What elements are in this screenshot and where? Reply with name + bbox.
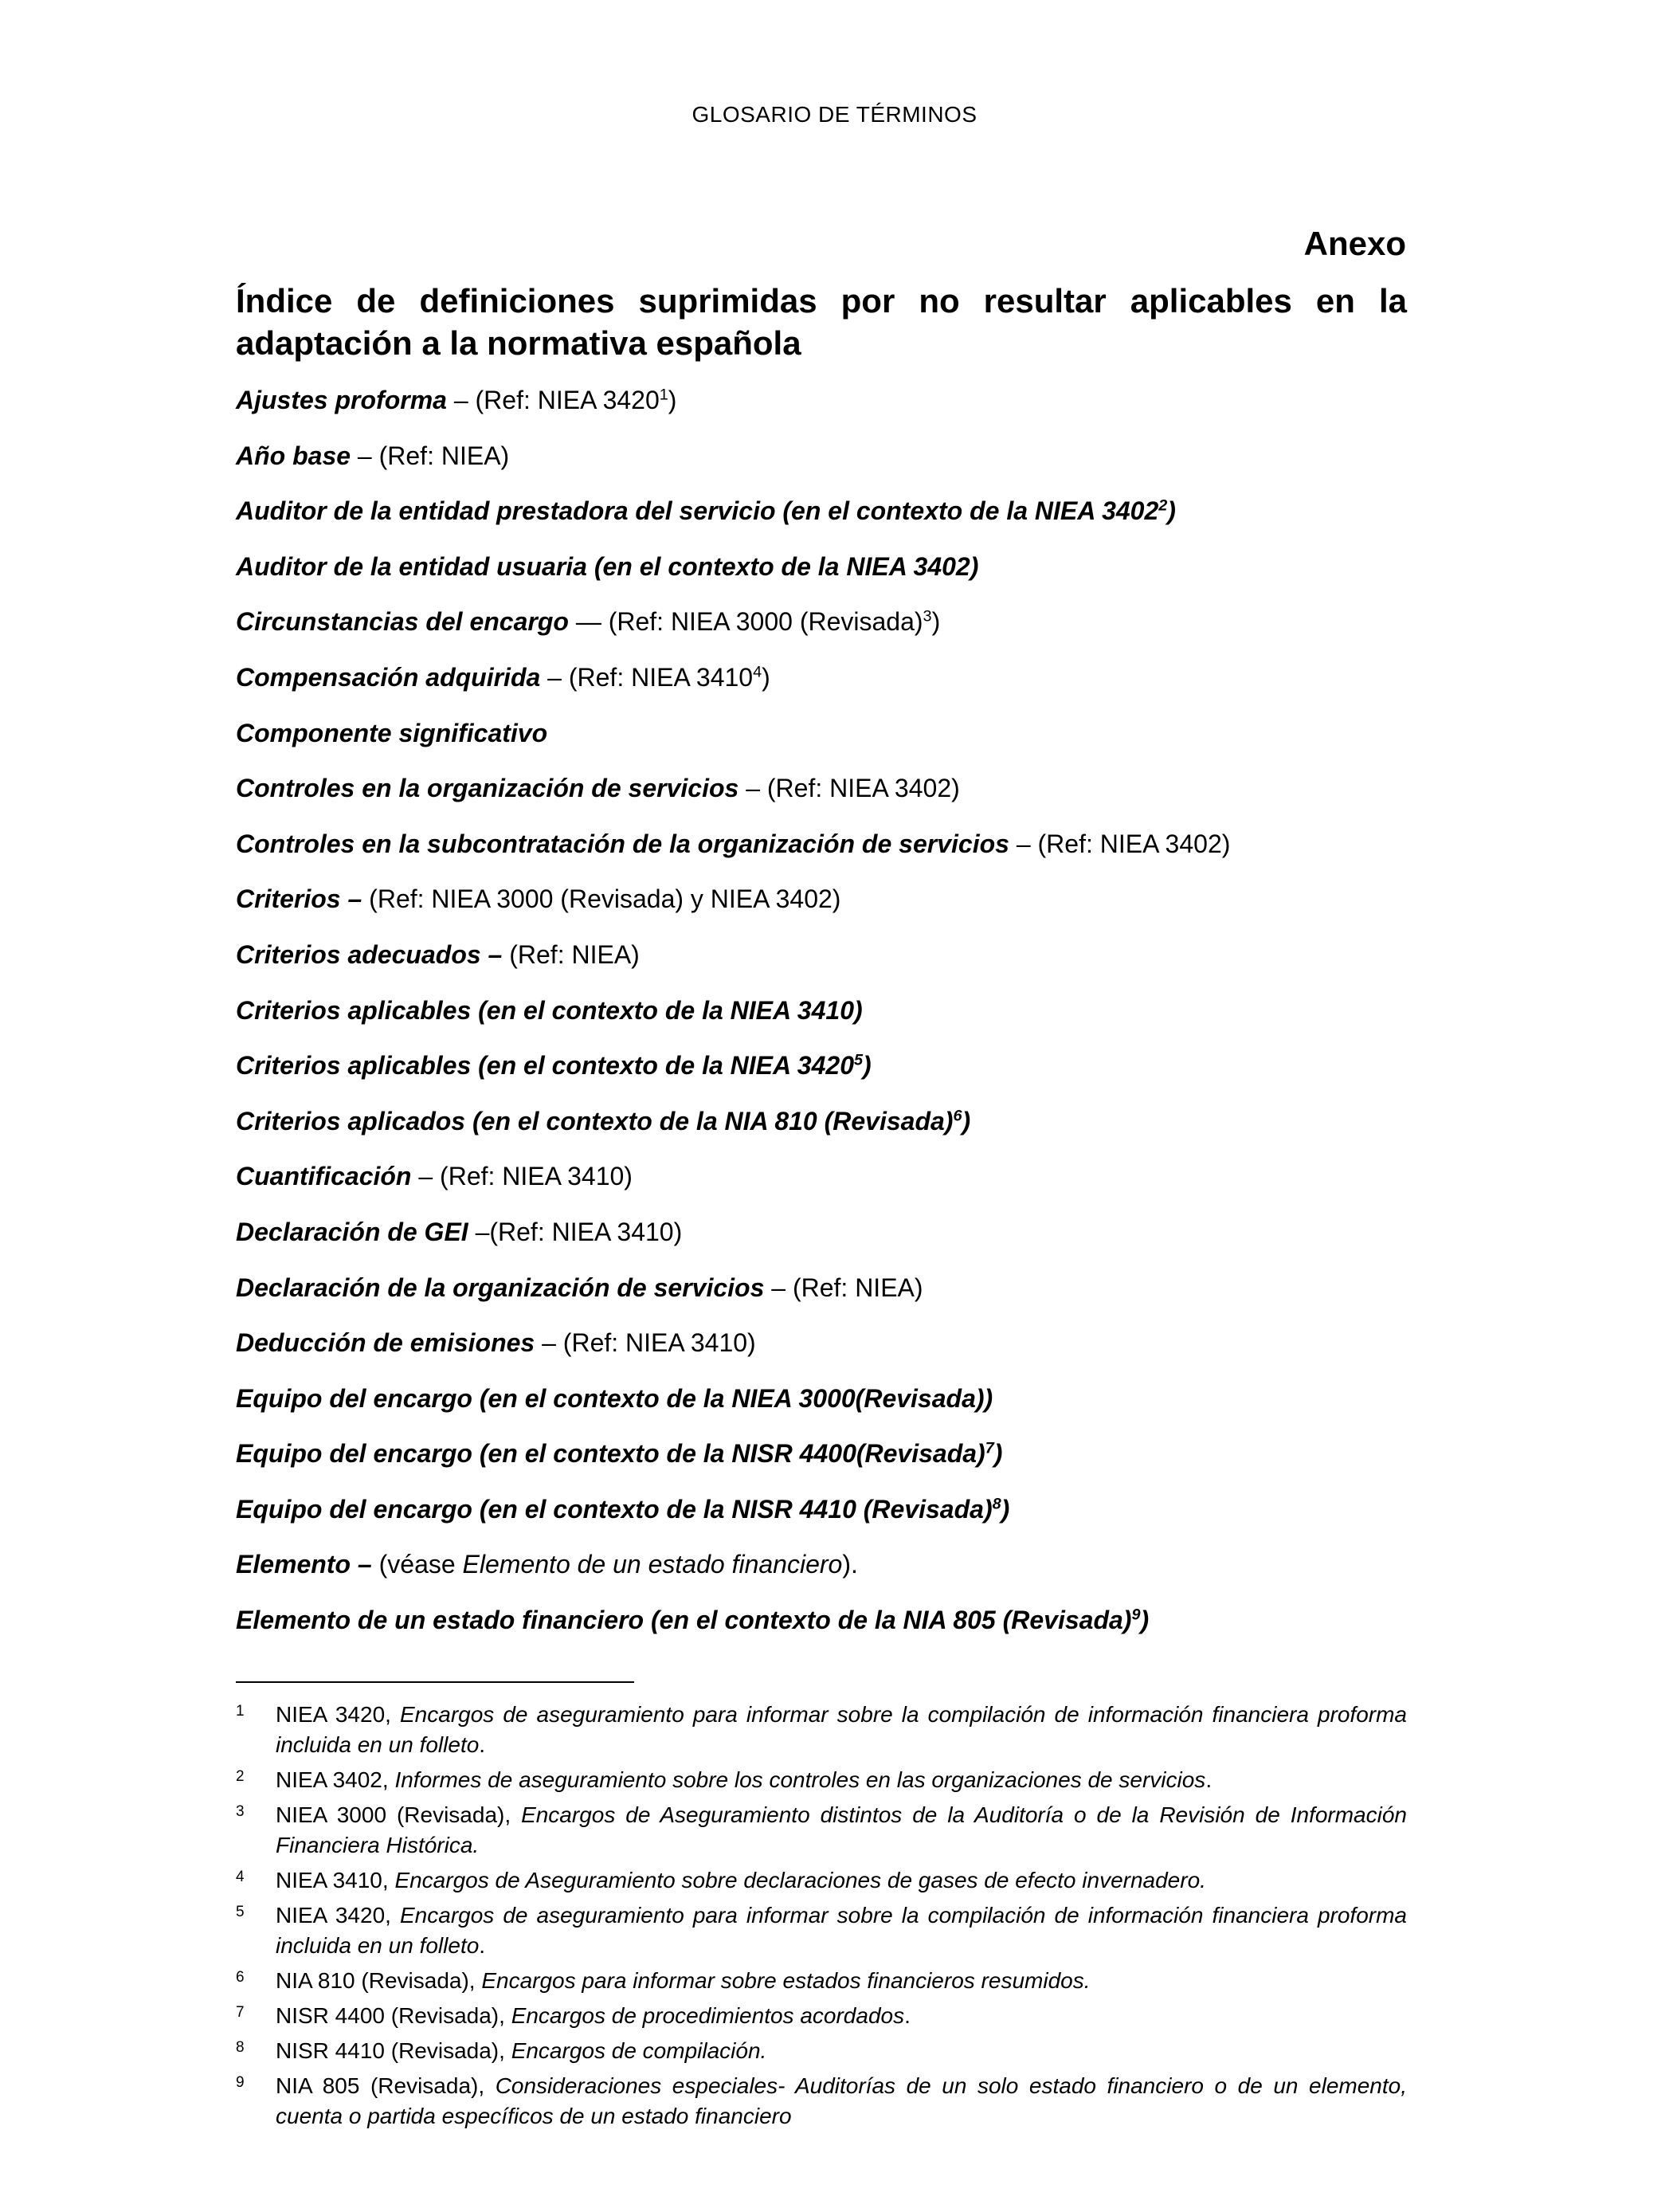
definition-term: Compensación adquirida [236,662,541,692]
footnote-ref: 6 [953,1107,962,1125]
footnote-text [276,2036,1407,2066]
section-title: Índice de definiciones suprimidas por no resultar aplicables en la adaptación a la normativa española [236,282,1407,362]
definition-entry [236,660,1415,716]
definition-term: Controles en la subcontratación de la organización de servicios [236,829,1009,858]
footnote-prefix: NISR 4410 (Revisada), [276,2038,511,2063]
footnote-text [276,1865,1407,1896]
footnotes [236,1700,1407,2136]
footnote-title: Encargos de aseguramiento para informar sobre la compilación de información financiera proforma incluida en un folleto [276,1702,1408,1757]
footnote-number: 3 [236,1803,245,1820]
annex-label: Anexo [1303,225,1406,262]
definition-reference: – (Ref: NIEA 3402) [739,774,960,803]
definition-tail: ) [931,607,941,637]
footnote-prefix: NIEA 3402, [276,1767,395,1792]
footnote-ref: 5 [853,1051,864,1069]
footnote-number: 4 [236,1869,245,1885]
definition-term: Controles en la organización de servicios [236,774,739,803]
running-header: GLOSARIO DE TÉRMINOS [691,102,978,127]
footnote-number: 5 [236,1904,245,1920]
definition-entry [236,438,1415,494]
definition-term: Criterios – [236,884,362,914]
footnote-number: 9 [236,2074,245,2091]
footnote-number: 7 [236,2004,245,2021]
footnote-ref: 8 [992,1495,1001,1513]
definition-tail: ). [842,1550,858,1579]
definition-reference: – (Ref: NIEA) [764,1273,923,1302]
definition-entry [236,881,1415,937]
footnote [236,1900,1407,1961]
definition-tail: ) [863,1051,872,1081]
footnote-text [276,1765,1407,1795]
definition-reference: – (Ref: NIEA 3410 [540,662,754,692]
footnote-title: Consideraciones especiales- Auditorías de un solo estado financiero o de un elemento, cuenta o partida específicos de un estado financiero [276,2073,1408,2128]
footnote-prefix: NIEA 3420, [276,1903,400,1928]
footnote-ref: 1 [659,386,668,404]
definition-entry [236,604,1415,660]
footnote-number: 2 [236,1768,245,1785]
definition-term: Criterios aplicables (en el contexto de la NIEA 3410) [236,995,863,1025]
definition-reference: (véase [371,1550,463,1579]
definition-entry [236,1492,1415,1547]
definition-term: Auditor de la entidad prestadora del servicio (en el contexto de la NIEA 3402 [236,496,1159,526]
footnote-number: 8 [236,2039,245,2056]
definition-term: Circunstancias del encargo [236,607,569,637]
footnote-text [276,1700,1407,1760]
definition-term: Auditor de la entidad usuaria (en el contexto de la NIEA 3402) [236,551,979,581]
footnote-text [276,1966,1407,1996]
definition-entry [236,1602,1415,1658]
definition-entry [236,1547,1415,1602]
definition-tail: ) [668,386,677,414]
definition-term: Elemento – [236,1550,372,1579]
footnote-title: Informes de aseguramiento sobre los controles en las organizaciones de servicios [394,1767,1206,1792]
footnote-text [276,1800,1407,1861]
footnote [236,1966,1407,1996]
footnote-text [276,2001,1407,2031]
definition-entry [236,549,1415,605]
definition-entry [236,937,1415,993]
definition-entry [236,1159,1415,1214]
footnote-prefix: NIEA 3420, [276,1702,400,1727]
footnote-number: 1 [236,1703,245,1720]
footnote-prefix: NIEA 3410, [276,1868,395,1892]
definition-reference: (Ref: NIEA 3000 (Revisada) y NIEA 3402) [362,884,841,914]
footnote-prefix: NIA 805 (Revisada), [276,2073,496,2098]
footnote-prefix: NIA 810 (Revisada), [276,1968,482,1993]
definition-term: Declaración de GEI [236,1217,468,1246]
definition-entry [236,993,1415,1049]
footnote-title: Encargos de procedimientos acordados [511,2003,905,2028]
footnote-ref: 7 [985,1439,994,1457]
footnote-text [276,1900,1407,1961]
footnote [236,1765,1407,1795]
definition-entry [236,382,1415,438]
definition-reference: – (Ref: NIEA 3402) [1009,829,1231,858]
definition-tail: ) [993,1439,1003,1469]
footnote-prefix: NIEA 3000 (Revisada), [276,1802,522,1827]
footnote [236,2071,1407,2132]
definition-tail: ) [1001,1494,1010,1524]
definitions-list [236,382,1415,1658]
definition-term: Criterios aplicados (en el contexto de la NIA 810 (Revisada) [236,1106,954,1135]
footnote-separator [236,1681,634,1683]
footnote-suffix: . [479,1933,486,1958]
footnote-number: 6 [236,1969,245,1986]
definition-term: Ajustes proforma [236,386,447,414]
definition-term: Criterios adecuados – [236,939,503,969]
definition-tail: ) [1140,1606,1150,1635]
definition-term: Año base [236,441,351,470]
definition-term: Elemento de un estado financiero (en el contexto de la NIA 805 (Revisada) [236,1606,1132,1635]
definition-tail: ) [762,662,770,692]
definition-term: Deducción de emisiones [236,1328,535,1358]
definition-entry [236,1436,1415,1492]
definition-term: Equipo del encargo (en el contexto de la NISR 4400(Revisada) [236,1439,985,1469]
definition-tail: ) [1167,496,1176,526]
definition-term: Equipo del encargo (en el contexto de la NIEA 3000(Revisada)) [236,1383,993,1413]
definition-entry [236,1048,1415,1104]
footnote-ref: 3 [923,607,932,626]
definition-term: Criterios aplicables (en el contexto de la NIEA 3420 [236,1051,854,1081]
definition-reference: –(Ref: NIEA 3410) [468,1217,683,1246]
footnote-ref: 2 [1158,496,1168,515]
definition-entry [236,1381,1415,1437]
footnote-ref: 4 [753,663,762,681]
footnote-title: Encargos de compilación. [511,2038,767,2063]
definition-entry [236,1104,1415,1159]
definition-reference: – (Ref: NIEA) [351,441,510,470]
definition-entry [236,1325,1415,1381]
footnote [236,1800,1407,1861]
definition-reference: – (Ref: NIEA 3410) [411,1162,633,1191]
definition-entry [236,771,1415,826]
footnote [236,2001,1407,2031]
footnote-title: Encargos de Aseguramiento sobre declaraciones de gases de efecto invernadero. [394,1868,1206,1892]
definition-term: Componente significativo [236,718,548,747]
definition-reference-term: Elemento de un estado financiero [462,1550,843,1579]
definition-term: Equipo del encargo (en el contexto de la NISR 4410 (Revisada) [236,1494,993,1524]
footnote [236,1865,1407,1896]
definition-reference: – (Ref: NIEA 3420 [446,386,660,414]
definition-reference: – (Ref: NIEA 3410) [535,1328,756,1358]
definition-reference: (Ref: NIEA) [502,939,640,969]
footnote-title: Encargos para informar sobre estados financieros resumidos. [481,1968,1091,1993]
definition-tail: ) [962,1106,971,1135]
footnote-ref: 9 [1131,1606,1141,1624]
definition-entry [236,493,1415,549]
footnote [236,2036,1407,2066]
definition-entry [236,1214,1415,1270]
footnote [236,1700,1407,1760]
footnote-prefix: NISR 4400 (Revisada), [276,2003,511,2028]
footnote-suffix: . [1205,1767,1213,1792]
definition-entry [236,1270,1415,1326]
definition-entry [236,716,1415,771]
footnote-suffix: . [904,2003,911,2028]
footnote-title: Encargos de aseguramiento para informar sobre la compilación de información financiera proforma incluida en un folleto [276,1903,1408,1958]
definition-reference: — (Ref: NIEA 3000 (Revisada) [568,607,923,637]
footnote-title: Encargos de Aseguramiento distintos de la Auditoría o de la Revisión de Información Financiera Histórica. [276,1802,1407,1857]
definition-term: Declaración de la organización de servicios [236,1273,765,1302]
footnote-suffix: . [479,1732,486,1757]
definition-entry [236,826,1415,882]
definition-term: Cuantificación [236,1162,412,1191]
footnote-text [276,2071,1407,2132]
